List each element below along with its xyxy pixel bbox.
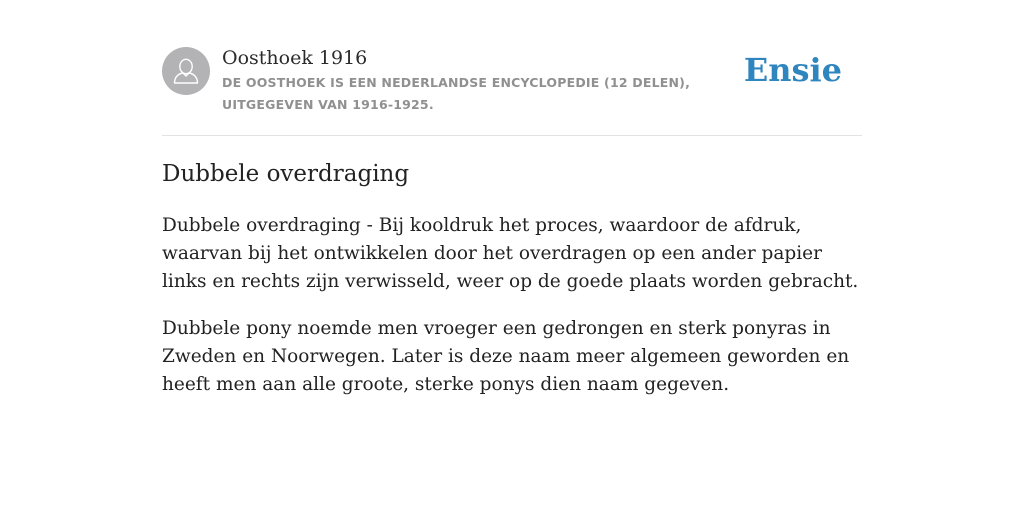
article-paragraph-2: Dubbele pony noemde men vroeger een gedrongen en sterk ponyras in Zweden en Noorwegen. Later is deze naam meer algemeen geworden en heeft men aan alle groote, sterke ponys dien naam gegeven.: [162, 318, 850, 395]
source-description: DE OOSTHOEK IS EEN NEDERLANDSE ENCYCLOPEDIE (12 DELEN), UITGEGEVEN VAN 1916-1925.: [222, 75, 691, 112]
ensie-logo[interactable]: Ensie: [743, 51, 842, 89]
article-paragraph-1: Dubbele overdraging - Bij kooldruk het proces, waardoor de afdruk, waarvan bij het ontwikkelen door het overdragen op een ander papier links en rechts zijn verwisseld, weer op de goede plaats worden gebracht.: [162, 215, 859, 292]
person-outline-icon: [162, 47, 210, 95]
source-title[interactable]: Oosthoek 1916: [222, 47, 368, 69]
article-title: Dubbele overdraging: [162, 161, 410, 187]
source-header: [162, 44, 862, 116]
article: [162, 156, 862, 418]
source-info: [222, 44, 762, 116]
header-divider: [162, 135, 862, 136]
user-avatar-icon[interactable]: [162, 47, 210, 95]
